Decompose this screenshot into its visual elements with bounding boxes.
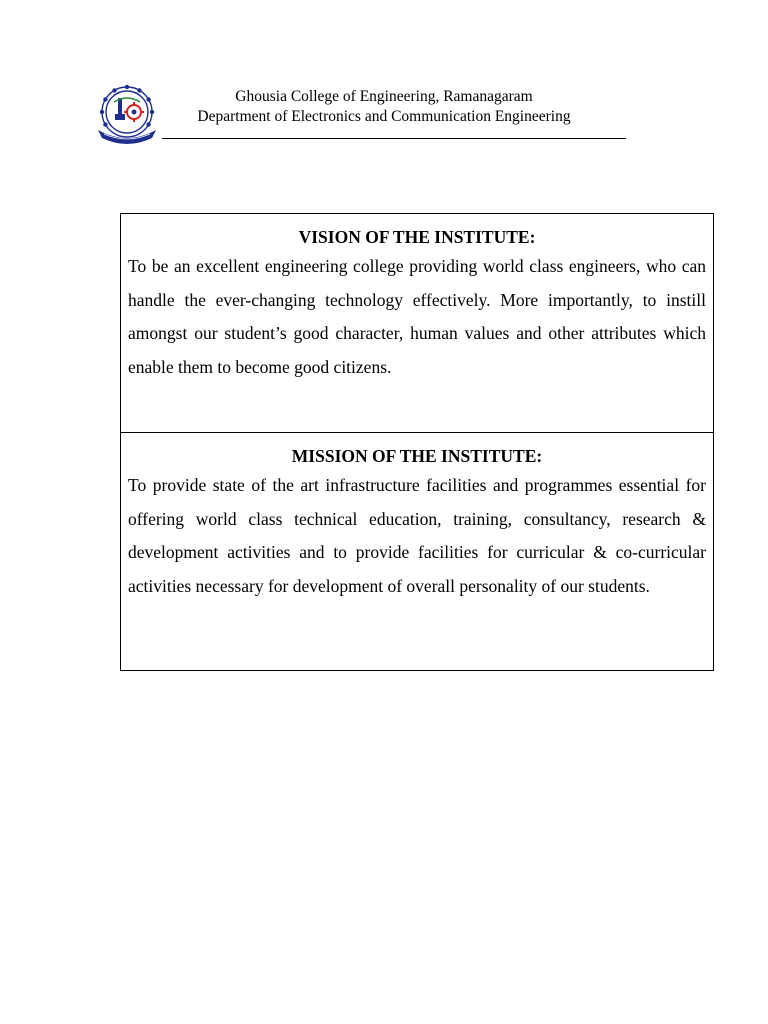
vision-section bbox=[121, 214, 713, 433]
mission-section bbox=[121, 433, 713, 670]
vision-mission-box bbox=[120, 213, 714, 671]
department-name: Department of Electronics and Communication Engineering bbox=[197, 108, 571, 125]
page-header bbox=[0, 0, 768, 150]
college-seal-icon bbox=[94, 84, 160, 148]
mission-title: MISSION OF THE INSTITUTE: bbox=[291, 446, 543, 466]
vision-title: VISION OF THE INSTITUTE: bbox=[298, 227, 536, 247]
college-name: Ghousia College of Engineering, Ramanagaram bbox=[235, 88, 533, 105]
mission-text: To provide state of the art infrastructure facilities and programmes essential for offering world class technical education, training, consultancy, research & development activities and to provide facilities for curricular & co-curricular activities necessary for development of overall personality of our students. bbox=[128, 475, 706, 596]
vision-text: To be an excellent engineering college providing world class engineers, who can handle the ever-changing technology effectively. More importantly, to instill amongst our student’s good character, human values and other attributes which enable them to become good citizens. bbox=[128, 256, 706, 377]
header-divider bbox=[162, 138, 626, 139]
